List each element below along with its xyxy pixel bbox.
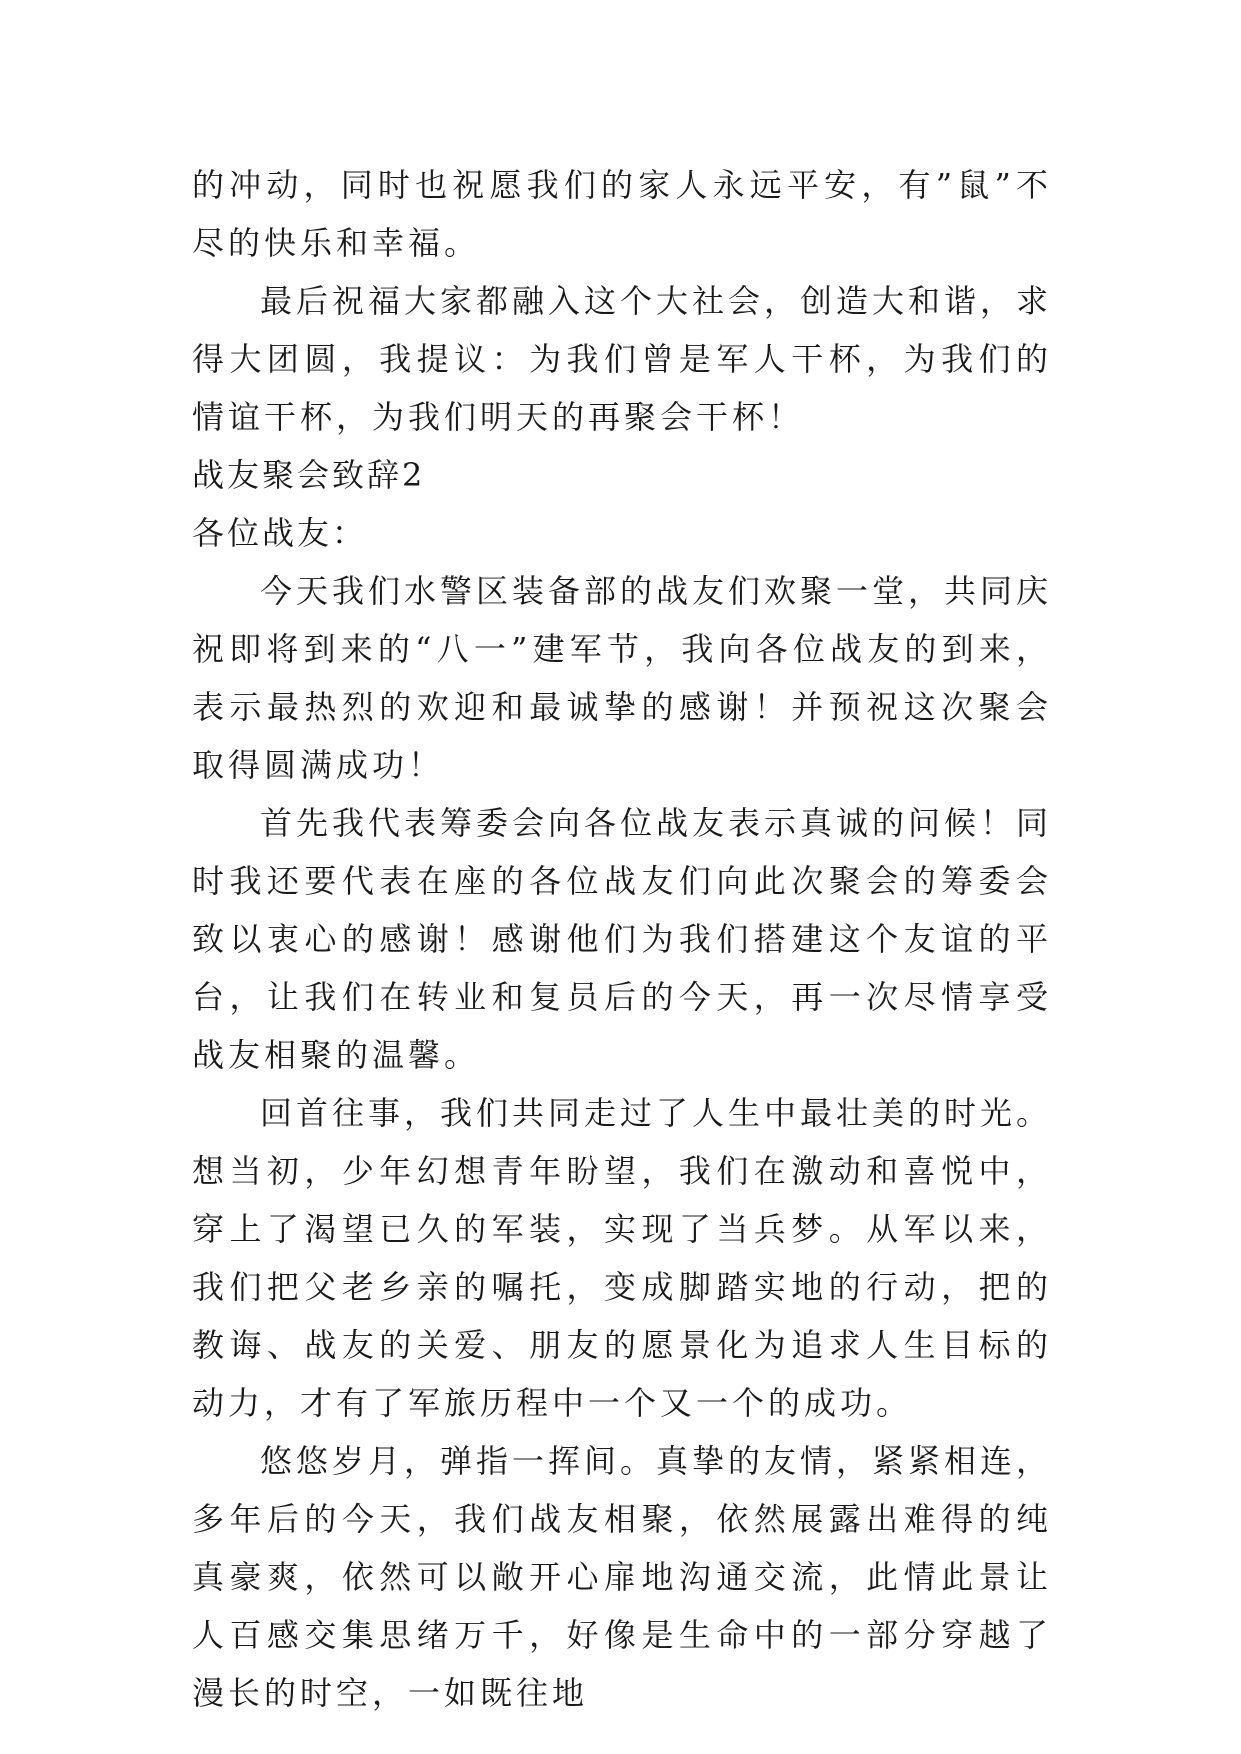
paragraph-years: 悠悠岁月，弹指一挥间。真挚的友情，紧紧相连，多年后的今天，我们战友相聚，依然展露出难得的纯真豪爽，依然可以敞开心扉地沟通交流，此情此景让人百感交集思绪万千，好像是生命中的一部分穿越了漫长的时空，一如既往地 [192, 1442, 1053, 1712]
paragraph-continued: 的冲动，同时也祝愿我们的家人永远平安，有”鼠”不尽的快乐和幸福。 [192, 166, 1052, 262]
paragraph-toast: 最后祝福大家都融入这个大社会，创造大和谐，求得大团圆，我提议：为我们曾是军人干杯，为我们的情谊干杯，为我们明天的再聚会干杯！ [192, 282, 1053, 436]
salutation: 各位战友： [192, 514, 368, 552]
section-heading: 战友聚会致辞2 [192, 456, 426, 494]
paragraph-thanks: 首先我代表筹委会向各位战友表示真诚的问候！同时我还要代表在座的各位战友们向此次聚会的筹委会致以衷心的感谢！感谢他们为我们搭建这个友谊的平台，让我们在转业和复员后的今天，再一次尽情享受战友相聚的温馨。 [192, 804, 1053, 1074]
paragraph-welcome: 今天我们水警区装备部的战友们欢聚一堂，共同庆祝即将到来的“八一”建军节，我向各位战友的到来，表示最热烈的欢迎和最诚挚的感谢！并预祝这次聚会取得圆满成功！ [192, 572, 1053, 784]
document-body [192, 156, 1052, 1722]
paragraph-memories: 回首往事，我们共同走过了人生中最壮美的时光。想当初，少年幻想青年盼望，我们在激动和喜悦中，穿上了渴望已久的军装，实现了当兵梦。从军以来，我们把父老乡亲的嘱托，变成脚踏实地的行动，把的教诲、战友的关爱、朋友的愿景化为追求人生目标的动力，才有了军旅历程中一个又一个的成功。 [192, 1094, 1053, 1422]
